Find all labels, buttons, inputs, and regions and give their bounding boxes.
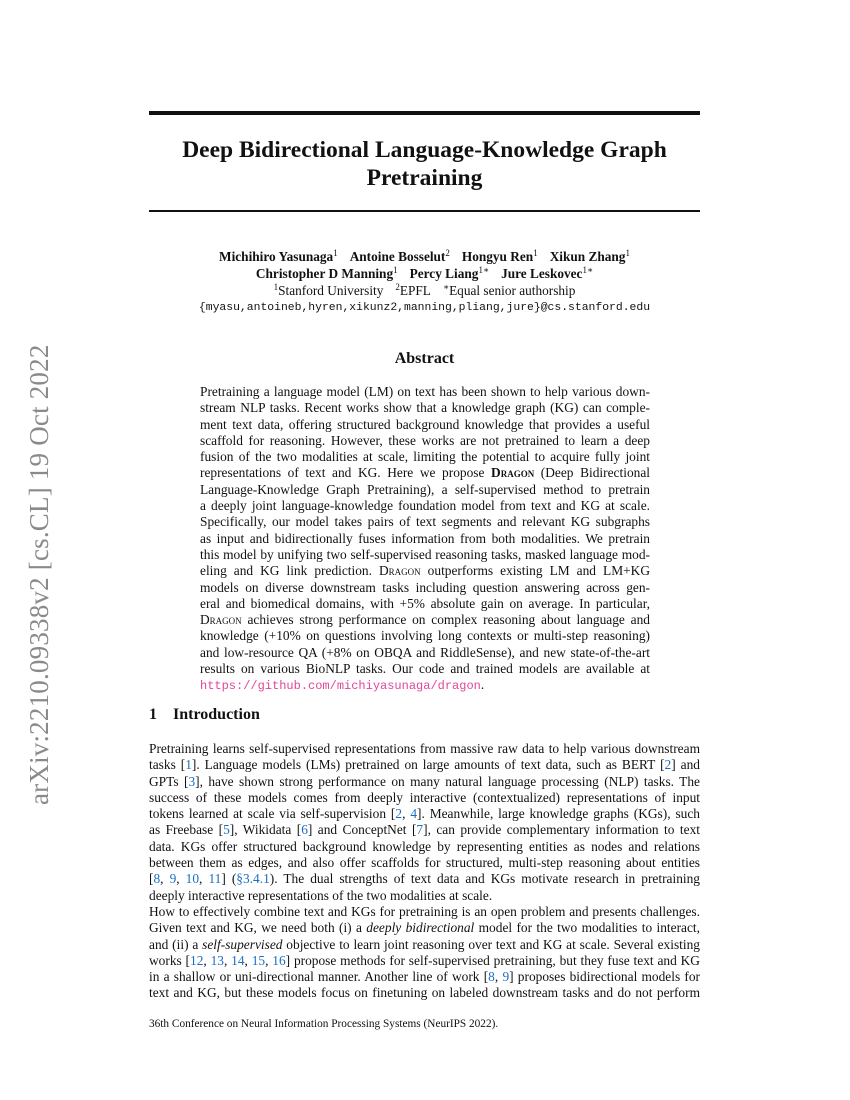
text-line: a deeply joint language-knowledge foundation model from text and KG at scale. <box>200 498 650 514</box>
text-line: ment text data, offering structured background knowledge that provides a useful <box>200 416 650 432</box>
author-name: Jure Leskovec$^{1∗}$ <box>501 265 594 281</box>
author-name: Christopher D Manning$^1$ <box>255 265 398 281</box>
arxiv-stamp: arXiv:2210.09338v2 [cs.CL] 19 Oct 2022 <box>24 344 54 805</box>
section-number: 1 <box>149 706 157 723</box>
abstract-heading: Abstract <box>394 350 455 367</box>
github-link[interactable]: https://github.com/michiyasunaga/dragon <box>200 679 481 694</box>
text-line: Pretraining a language model (LM) on text has been shown to help various down- <box>200 384 650 399</box>
text-line: tasks [1]. Language models (LMs) pretrained on large amounts of text data, such as BERT [2] and <box>149 757 700 773</box>
emails: {myasu,antoineb,hyren,xikunz2,manning,pliang,jure}@cs.stanford.edu <box>198 302 651 314</box>
affiliation: ∗Equal senior authorship <box>442 282 576 298</box>
text-line: in a shallow or uni-directional manner. Another line of work [8, 9] proposes bidirectional models for <box>149 969 700 985</box>
text-line: eral and biomedical domains, with +5% absolute gain on average. In particular, <box>200 595 650 611</box>
text-line: GPTs [3], have shown strong performance on many natural language processing (NLP) tasks. The <box>149 773 700 789</box>
code-link-line <box>200 677 650 693</box>
text-line: data. KGs offer structured background knowledge by representing entities as nodes and relations <box>149 838 700 854</box>
section-heading <box>149 706 260 724</box>
text-line: tokens learned at scale via self-supervision [2, 4]. Meanwhile, large knowledge graphs (KGs), such <box>149 806 700 822</box>
text-line: Dragon achieves strong performance on complex reasoning about language and <box>200 612 650 628</box>
title-line: Pretraining <box>366 165 483 191</box>
text-line: deeply interactive representations of the two modalities at scale. <box>149 887 493 903</box>
text-line: models on diverse downstream tasks including question answering across gen- <box>200 579 650 595</box>
text-line: stream NLP tasks. Recent works show that a knowledge graph (KG) can comple- <box>200 400 650 416</box>
author-name: Michihiro Yasunaga$^1$ <box>219 248 338 264</box>
text-line: fusion of the two modalities at scale, limiting the potential to acquire fully joint <box>200 449 650 465</box>
section-title: Introduction <box>173 706 260 723</box>
text-line: between them as edges, and also offer scaffolds for structured, multi-step reasoning about entities <box>149 855 700 871</box>
author-name: Hongyu Ren$^1$ <box>461 248 538 264</box>
paper-title <box>149 136 700 192</box>
bottom-title-rule <box>149 210 700 212</box>
text-line: Pretraining learns self-supervised representations from massive raw data to help various downstream <box>149 741 700 756</box>
text-line: scaffold for reasoning. However, these works are not pretrained to learn a deep <box>200 432 650 448</box>
top-rule <box>149 111 700 115</box>
author-name: Xikun Zhang$^1$ <box>549 248 630 264</box>
period: . <box>480 677 485 693</box>
text-line: [8, 9, 10, 11] (§3.4.1). The dual strengths of text data and KGs motivate research in pretraining <box>149 871 700 887</box>
text-line: and low-resource QA (+8% on OBQA and RiddleSense), and new state-of-the-art <box>200 644 650 660</box>
author-block <box>149 248 700 317</box>
intro-paragraph-1 <box>149 741 700 904</box>
text-line: success of these models comes from deeply interactive (contextualized) representations of input <box>149 789 700 805</box>
text-line: this model by unifying two self-supervised reasoning tasks, masked language mod- <box>200 546 650 562</box>
text-line: works [12, 13, 14, 15, 16] propose methods for self-supervised pretraining, but they fuse text and KG <box>149 952 700 968</box>
title-line: Deep Bidirectional Language-Knowledge Graph <box>182 137 667 163</box>
author-name: Antoine Bosselut$^2$ <box>349 248 450 264</box>
text-line: eling and KG link prediction. Dragon outperforms existing LM and LM+KG <box>200 563 650 579</box>
text-line: text and KG, but these models focus on finetuning on labeled downstream tasks and do not perform <box>149 985 700 1001</box>
text-line: Specifically, our model takes pairs of text segments and relevant KG subgraphs <box>200 514 650 530</box>
affiliation: $^2$EPFL <box>395 282 431 298</box>
text-line: Given text and KG, we need both (i) a deeply bidirectional model for the two modalities to interact, <box>149 920 700 936</box>
text-line: representations of text and KG. Here we propose Dragon (Deep Bidirectional <box>200 465 650 481</box>
text-line: knowledge (+10% on questions involving long contexts or multi-step reasoning) <box>200 628 650 644</box>
abstract-body <box>200 384 650 694</box>
text-line: Language-Knowledge Graph Pretraining), a self-supervised method to pretrain <box>200 481 650 497</box>
affiliation: $^1$Stanford University <box>273 282 384 298</box>
author-row <box>149 248 700 265</box>
text-line: results on various BioNLP tasks. Our code and trained models are available at <box>200 661 650 677</box>
text-line: How to effectively combine text and KGs for pretraining is an open problem and presents challenges. <box>149 904 700 919</box>
author-row <box>149 265 700 282</box>
conference-footnote: 36th Conference on Neural Information Processing Systems (NeurIPS 2022). <box>149 1018 499 1030</box>
author-name: Percy Liang$^{1∗}$ <box>409 265 490 281</box>
intro-paragraph-2 <box>149 904 700 1002</box>
text-line: as Freebase [5], Wikidata [6] and ConceptNet [7], can provide complementary information to text <box>149 822 700 838</box>
affiliations <box>149 282 700 299</box>
text-line: and (ii) a self-supervised objective to learn joint reasoning over text and KG at scale. Several existing <box>149 936 700 952</box>
text-line: as input and bidirectionally fuses information from both modalities. We pretrain <box>200 530 650 546</box>
